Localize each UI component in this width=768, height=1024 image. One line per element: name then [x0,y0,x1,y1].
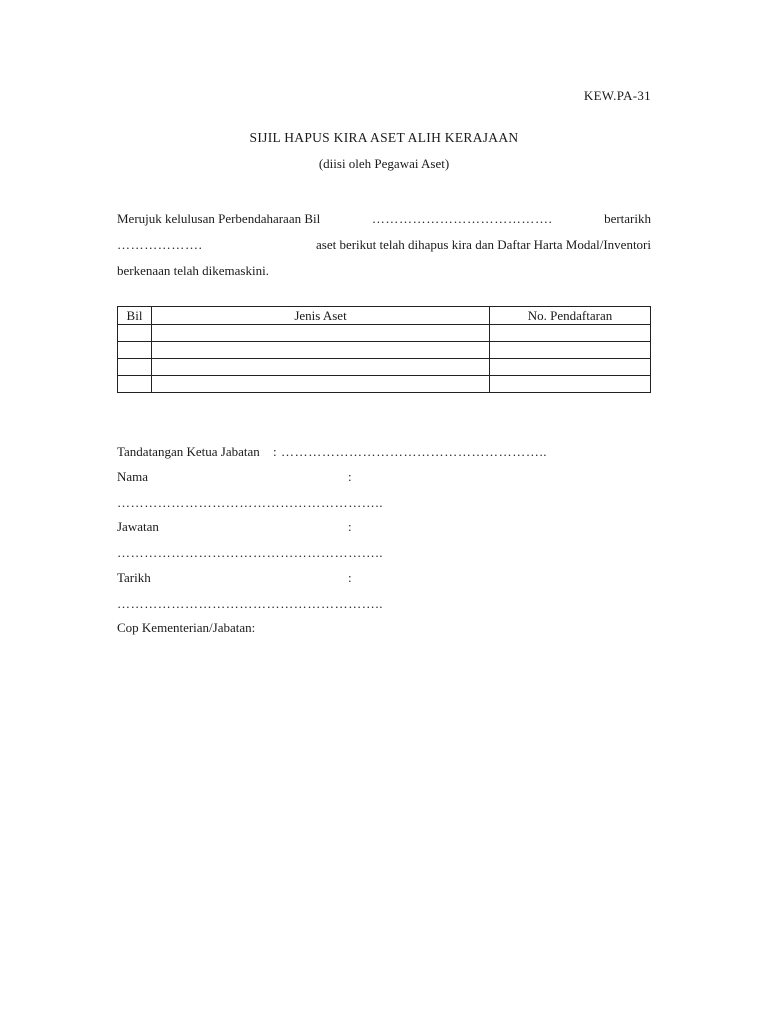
cell-bil[interactable] [118,376,152,393]
form-code: KEW.PA-31 [583,88,651,103]
cell-bil[interactable] [118,359,152,376]
ketua-jabatan-signature-field[interactable]: : ………………………………………………….. [273,444,548,459]
nama-colon: : [348,469,352,484]
nama-field[interactable]: ………………………………………………….. [117,495,384,510]
header-no-pendaftaran: No. Pendaftaran [490,307,651,325]
page-title: SIJIL HAPUS KIRA ASET ALIH KERAJAAN [249,130,519,145]
cell-jenis-aset[interactable] [152,325,490,342]
tarikh-colon: : [348,570,352,585]
asset-table [117,306,651,393]
page-subtitle: (diisi oleh Pegawai Aset) [318,156,450,171]
jawatan-label: Jawatan [117,519,159,534]
nama-label: Nama [117,469,149,484]
paragraph-line-3: berkenaan telah dikemaskini. [117,263,269,278]
cell-bil[interactable] [118,342,152,359]
cell-jenis-aset[interactable] [152,342,490,359]
tarikh-label: Tarikh [117,570,151,585]
paragraph-text-1a: Merujuk kelulusan Perbendaharaan Bil [117,211,321,226]
cell-jenis-aset[interactable] [152,376,490,393]
tarikh-field[interactable]: ………………………………………………….. [117,596,384,611]
approval-number-blank[interactable]: …………………………………. [371,211,553,226]
header-jenis-aset: Jenis Aset [152,307,490,325]
table-row [118,376,651,393]
jawatan-colon: : [348,519,352,534]
nama-row [117,469,148,485]
paragraph-text-1b: bertarikh [604,211,651,226]
cell-no-pendaftaran[interactable] [490,342,651,359]
table-row [118,342,651,359]
paragraph-line-1 [117,206,651,232]
cell-no-pendaftaran[interactable] [490,376,651,393]
paragraph-text-2: aset berikut telah dihapus kira dan Daftar Harta Modal/Inventori [316,237,651,252]
table-row [118,359,651,376]
cell-jenis-aset[interactable] [152,359,490,376]
cell-bil[interactable] [118,325,152,342]
header-bil: Bil [118,307,152,325]
cell-no-pendaftaran[interactable] [490,325,651,342]
jawatan-row [117,519,159,535]
cop-row [117,620,255,636]
table-row [118,325,651,342]
approval-date-blank[interactable]: ………………. [117,237,203,252]
cell-no-pendaftaran[interactable] [490,359,651,376]
jawatan-field[interactable]: ………………………………………………….. [117,545,384,560]
tarikh-row [117,570,151,586]
ketua-jabatan-row [117,444,547,460]
approval-paragraph [117,206,651,284]
cop-label: Cop Kementerian/Jabatan: [117,620,256,635]
paragraph-line-2 [117,232,651,258]
table-header-row [118,307,651,325]
ketua-jabatan-label: Tandatangan Ketua Jabatan [117,444,260,459]
